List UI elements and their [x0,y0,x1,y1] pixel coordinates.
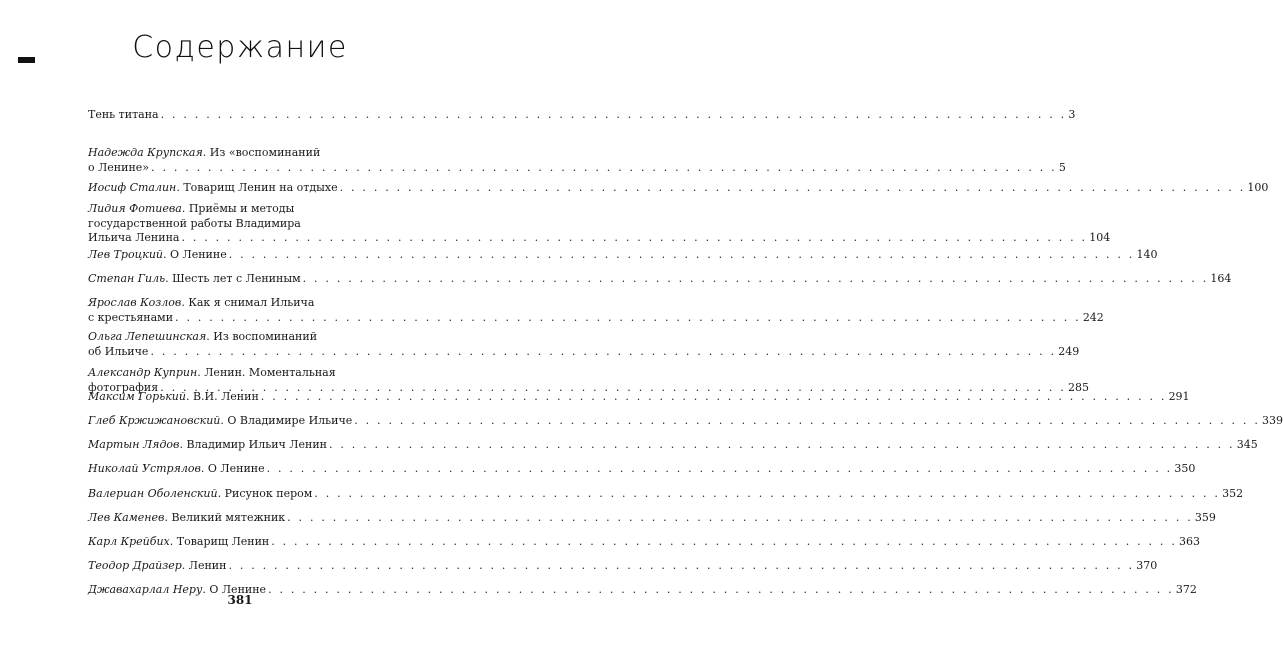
toc-entry-title: Товарищ Ленин на отдыхе [183,181,338,194]
dot-leader: . . . . . . . . . . . . . . . . . . . . . . . . . . . . . . . . . . . . . . . . . . . . . . . . . . . . . . . . . . . . . . . . . . . . . . . . . . . . . . . . [354,414,1261,427]
toc-entry-text: Валериан Оболенский. Рисунок пером [88,487,313,500]
dot-leader: . . . . . . . . . . . . . . . . . . . . . . . . . . . . . . . . . . . . . . . . . . . . . . . . . . . . . . . . . . . . . . . . . . . . . . . . . . . . . . . . [160,108,1067,121]
toc-entry-line [88,487,1244,502]
toc-entry-page: 350 [1174,462,1196,475]
toc-entry-page: 372 [1175,583,1197,596]
toc-entry[interactable] [88,108,1076,123]
toc-entry-page: 164 [1210,272,1232,285]
toc-entry-title: Шесть лет с Лениным [172,272,301,285]
toc-entry-text: Лев Каменев. Великий мятежник [88,511,286,524]
toc-entry-text [88,161,149,176]
toc-entry-line [88,217,390,232]
dot-leader: . . . . . . . . . . . . . . . . . . . . . . . . . . . . . . . . . . . . . . . . . . . . . . . . . . . . . . . . . . . . . . . . . . . . . . . . . . . . . . . . [175,310,1081,324]
toc-entry-line [88,160,1066,176]
toc-entry-author: Ярослав Козлов [88,296,182,309]
toc-entry-author: Мартын Лядов [88,438,180,451]
dot-leader: . . . . . . . . . . . . . . . . . . . . . . . . . . . . . . . . . . . . . . . . . . . . . . . . . . . . . . . . . . . . . . . . . . . . . . . . . . . . . . . . [271,535,1178,548]
toc-entry-title: О Ленине [209,583,267,596]
toc-entry-text: Ольга Лепешинская. Из воспоминаний [88,330,318,343]
dot-leader: . . . . . . . . . . . . . . . . . . . . . . . . . . . . . . . . . . . . . . . . . . . . . . . . . . . . . . . . . . . . . . . . . . . . . . . . . . . . . . . . [181,231,1088,244]
toc-entry-title: О Ленине [170,248,227,261]
toc-entry-title: Как я снимал Ильича [188,296,315,309]
toc-entry-line [88,231,1111,246]
toc-entry-author: Надежда Крупская [88,146,203,159]
toc-entry[interactable] [88,146,1066,175]
dot-leader: . . . . . . . . . . . . . . . . . . . . . . . . . . . . . . . . . . . . . . . . . . . . . . . . . . . . . . . . . . . . . . . . . . . . . . . . . . . . . . . . [314,487,1221,500]
toc-entry-page: 370 [1136,559,1158,572]
toc-entry-title: Ильича Ленина [88,231,180,244]
toc-entry-text: Мартын Лядов. Владимир Ильич Ленин [88,438,327,451]
dot-leader: . . . . . . . . . . . . . . . . . . . . . . . . . . . . . . . . . . . . . . . . . . . . . . . . . . . . . . . . . . . . . . . . . . . . . . . . . . . . . . . . [228,559,1135,572]
toc-entry[interactable] [88,202,1111,246]
dot-leader: . . . . . . . . . . . . . . . . . . . . . . . . . . . . . . . . . . . . . . . . . . . . . . . . . . . . . . . . . . . . . . . . . . . . . . . . . . . . . . . . [260,390,1167,403]
dot-leader: . . . . . . . . . . . . . . . . . . . . . . . . . . . . . . . . . . . . . . . . . . . . . . . . . . . . . . . . . . . . . . . . . . . . . . . . . . . . . . . . [328,438,1235,451]
toc-entry-line [88,248,1158,263]
toc-entry-page: 249 [1058,344,1080,358]
dot-leader: . . . . . . . . . . . . . . . . . . . . . . . . . . . . . . . . . . . . . . . . . . . . . . . . . . . . . . . . . . . . . . . . . . . . . . . . . . . . . . . . [268,583,1174,596]
toc-entry-page: 3 [1068,108,1076,121]
dot-leader: . . . . . . . . . . . . . . . . . . . . . . . . . . . . . . . . . . . . . . . . . . . . . . . . . . . . . . . . . . . . . . . . . . . . . . . . . . . . . . . . [266,462,1173,475]
toc-entry-text: Глеб Кржижановский. О Владимире Ильиче [88,414,353,427]
toc-entry-line [88,535,1201,550]
toc-entry-title: Ленин. Моментальная [204,366,336,379]
toc-entry-page: 140 [1136,248,1158,261]
toc-entry-text: Надежда Крупская. Из «воспоминаний [88,146,321,159]
toc-entry[interactable] [88,390,1190,405]
toc-entry-line [88,511,1216,526]
dot-leader: . . . . . . . . . . . . . . . . . . . . . . . . . . . . . . . . . . . . . . . . . . . . . . . . . . . . . . . . . . . . . . . . . . . . . . . . . . . . . . . . [160,380,1066,394]
toc-entry[interactable] [88,272,1232,287]
toc-entry-author: Лидия Фотиева [88,202,182,215]
toc-entry-text: Иосиф Сталин. Товарищ Ленин на отдыхе [88,181,338,194]
toc-entry-line [88,344,1080,360]
toc-entry-text [88,108,159,123]
toc-entry[interactable] [88,296,1104,325]
toc-entry-line [88,296,390,311]
toc-entry[interactable] [88,559,1158,574]
toc-entry-author: Николай Устрялов [88,462,201,475]
toc-entry-title: фотография [88,380,159,394]
toc-entry-line [88,390,1190,405]
toc-entry-line [88,108,1076,123]
toc-entry-author: Лев Каменев [88,511,165,524]
toc-entry-line [88,414,1283,429]
toc-entry-title: Из воспоминаний [213,330,318,343]
toc-entry-title: Товарищ Ленин [176,535,270,548]
toc-entry-title: Рисунок пером [224,487,313,500]
toc-entry-title: о Ленине» [88,160,150,174]
toc-entry-title: Владимир Ильич Ленин [186,438,327,451]
toc-entry-line [88,202,390,217]
toc-entry[interactable] [88,414,1283,429]
toc-entry-line [88,462,1196,477]
toc-entry-title: об Ильиче [88,344,149,358]
toc-entry-text: Степан Гиль. Шесть лет с Лениным [88,272,301,285]
toc-entry-title: О Ленине [207,462,265,475]
dot-leader: . . . . . . . . . . . . . . . . . . . . . . . . . . . . . . . . . . . . . . . . . . . . . . . . . . . . . . . . . . . . . . . . . . . . . . . . . . . . . . . . [151,160,1057,174]
toc-entry-page: 363 [1179,535,1201,548]
toc-entry[interactable] [88,181,1269,196]
dot-leader: . . . . . . . . . . . . . . . . . . . . . . . . . . . . . . . . . . . . . . . . . . . . . . . . . . . . . . . . . . . . . . . . . . . . . . . . . . . . . . . . [228,248,1135,261]
toc-entry-line [88,330,390,345]
toc-entry[interactable] [88,535,1201,550]
toc-entry-page: 339 [1262,414,1283,427]
toc-entry-title: Приёмы и методы [188,202,295,215]
toc-entry-author: Джавахарлал Неру [88,583,203,596]
toc-entry-author: Иосиф Сталин [88,181,177,194]
toc-entry-text: Максим Горький. В.И. Ленин [88,390,259,403]
toc-entry-title: О Владимире Ильиче [227,414,353,427]
toc-entry-author: Валериан Оболенский [88,487,218,500]
toc-entry-text [88,231,179,246]
toc-entry-author: Карл Крейбих [88,535,170,548]
toc-entry-page: 345 [1236,438,1258,451]
toc-entry-author: Лев Троцкий [88,248,164,261]
page-number: 381 [227,593,253,607]
toc-entry-page: 291 [1168,390,1190,403]
toc-entry-line [88,272,1232,287]
toc-entry-title: с крестьянами [88,310,174,324]
toc-entry-text: Лев Троцкий. О Ленине [88,248,227,261]
toc-entry-text: Ярослав Козлов. Как я снимал Ильича [88,296,315,309]
toc-entry-title: Тень титана [88,108,159,121]
toc-entry-text [88,311,173,326]
toc-entry-text: Александр Куприн. Ленин. Моментальная [88,366,336,379]
toc-entry-text [88,345,148,360]
toc-entry-page: 359 [1194,511,1216,524]
toc-entry-text: Николай Устрялов. О Ленине [88,462,265,475]
toc-entry-title: Великий мятежник [171,511,286,524]
dot-leader: . . . . . . . . . . . . . . . . . . . . . . . . . . . . . . . . . . . . . . . . . . . . . . . . . . . . . . . . . . . . . . . . . . . . . . . . . . . . . . . . [150,344,1057,358]
toc-entry-title: Из «воспоминаний [209,146,321,159]
toc-entry-line [88,559,1158,574]
toc-entry-text: Теодор Драйзер. Ленин [88,559,227,572]
toc-entry[interactable] [88,511,1216,526]
toc-entry[interactable] [88,462,1196,477]
toc-entry-page: 104 [1089,231,1111,244]
toc-entry-line [88,181,1269,196]
toc-entry-text [88,217,301,232]
toc-entry-author: Максим Горький [88,390,186,403]
toc-entry-text: Карл Крейбих. Товарищ Ленин [88,535,270,548]
dot-leader: . . . . . . . . . . . . . . . . . . . . . . . . . . . . . . . . . . . . . . . . . . . . . . . . . . . . . . . . . . . . . . . . . . . . . . . . . . . . . . . . [302,272,1209,285]
dot-leader: . . . . . . . . . . . . . . . . . . . . . . . . . . . . . . . . . . . . . . . . . . . . . . . . . . . . . . . . . . . . . . . . . . . . . . . . . . . . . . . . [287,511,1193,524]
toc-entry-line [88,438,1258,453]
toc-entry-page: 242 [1082,310,1104,324]
page-title: Содержание [132,30,348,65]
toc-entry-author: Степан Гиль [88,272,166,285]
toc-entry-title: Ленин [188,559,227,572]
toc-entry-author: Ольга Лепешинская [88,330,207,343]
toc-entry-title: В.И. Ленин [192,390,259,403]
toc-entry-line [88,366,390,381]
toc-entry-author: Александр Куприн [88,366,198,379]
toc-entry-line [88,310,1104,326]
toc-entry-line [88,146,390,161]
toc-entry-author: Теодор Драйзер [88,559,182,572]
toc-entry-page: 352 [1222,487,1244,500]
toc-entry-page: 5 [1058,160,1066,174]
toc-entry[interactable] [88,487,1244,502]
toc-entry[interactable] [88,330,1080,359]
toc-entry[interactable] [88,248,1158,263]
toc-entry-author: Глеб Кржижановский [88,414,221,427]
toc-entry-text: Джавахарлал Неру. О Ленине [88,583,267,596]
toc-entry[interactable] [88,438,1258,453]
toc-entry-page: 285 [1067,380,1089,394]
toc-entry-title: государственной работы Владимира [88,216,301,230]
dot-leader: . . . . . . . . . . . . . . . . . . . . . . . . . . . . . . . . . . . . . . . . . . . . . . . . . . . . . . . . . . . . . . . . . . . . . . . . . . . . . . . . [339,181,1246,194]
toc-entry-text: Лидия Фотиева. Приёмы и методы [88,202,295,215]
toc-entry-page: 100 [1247,181,1269,194]
